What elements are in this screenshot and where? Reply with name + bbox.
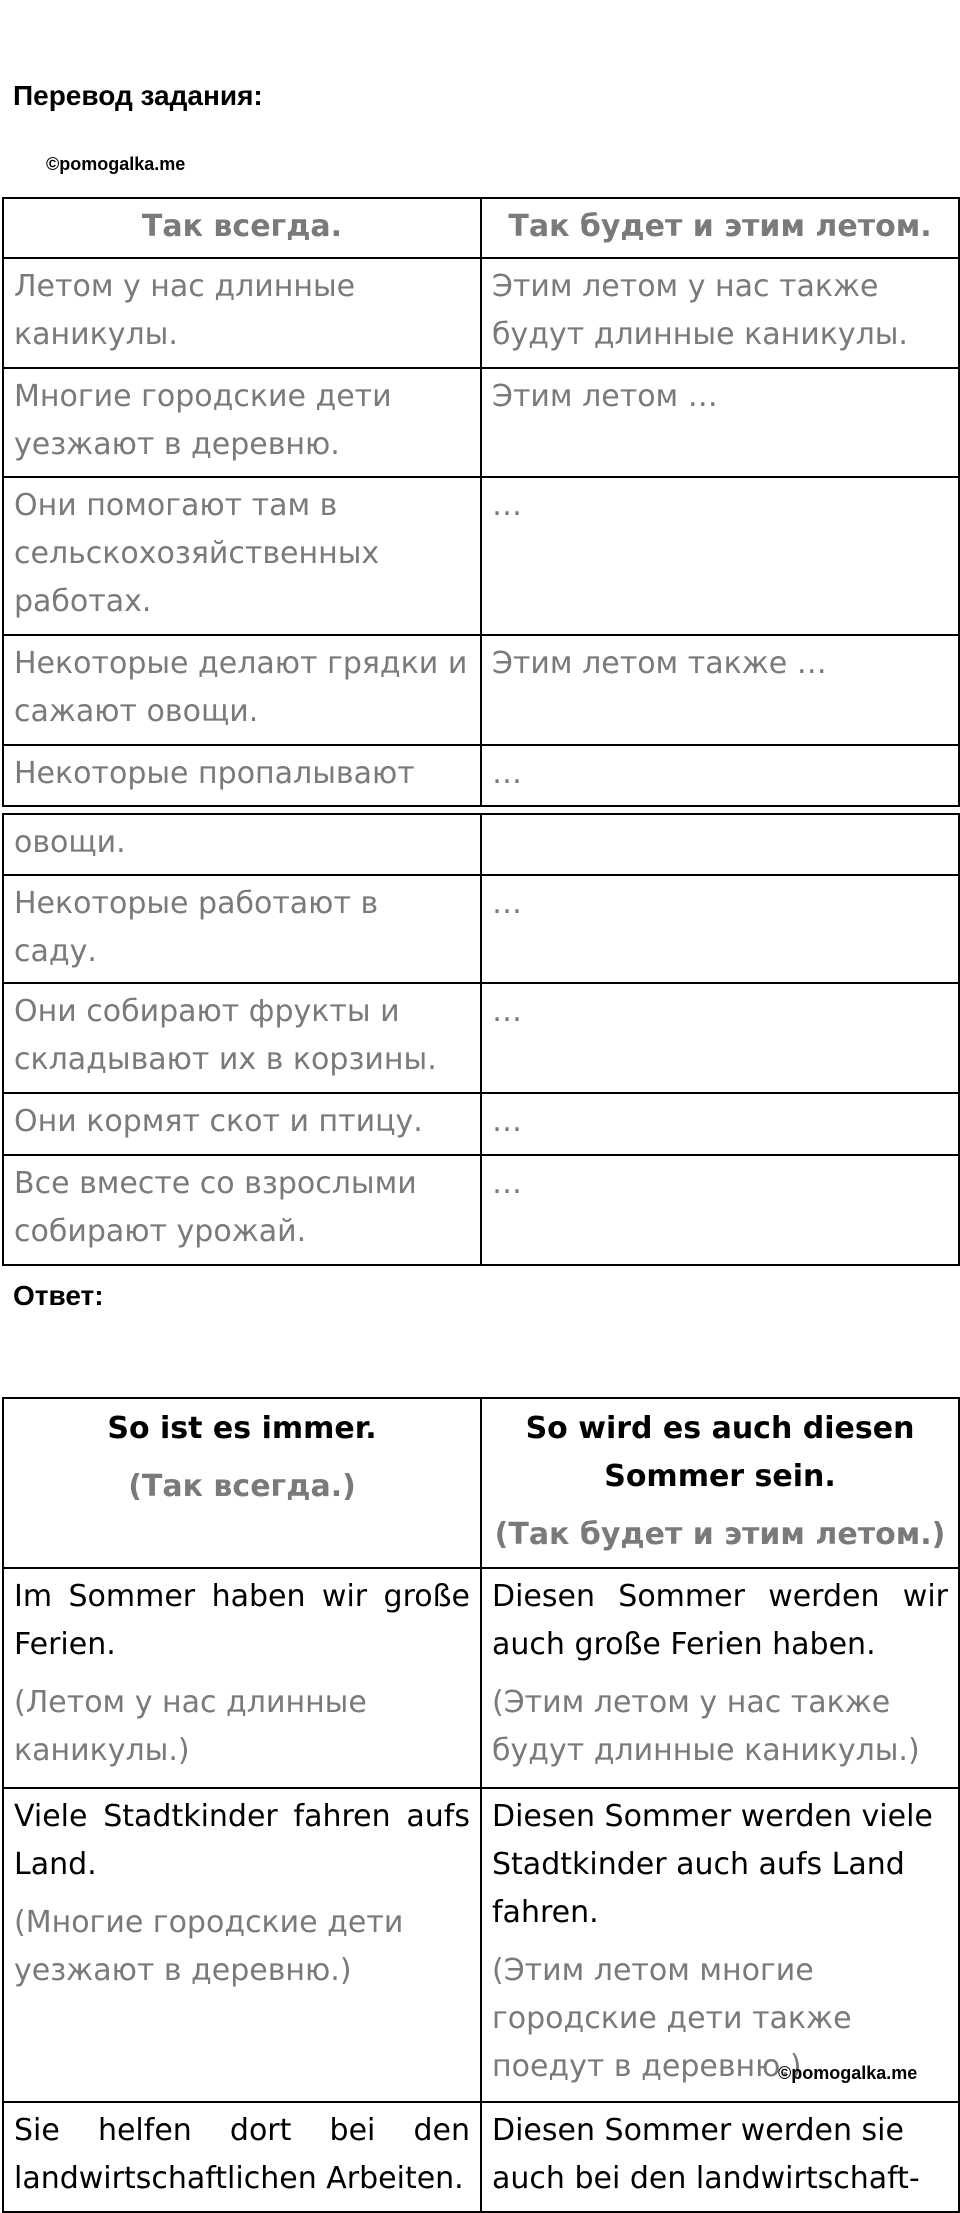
header-right-text: So wird es auch diesen Sommer sein. [525,1411,915,1494]
table-cell: Все вместе со взрослыми собирают урожай. [3,1155,481,1265]
header-left-text: So ist es immer. [107,1411,377,1446]
table-row [3,2102,959,2212]
german-text: Diesen Sommer werden sie auch bei den landwirtschaft- [492,2113,920,2196]
table-row [3,1155,959,1265]
table-cell: Этим летом … [481,368,959,477]
header-right-translation: (Так будет и этим летом.) [494,1517,946,1552]
answer-table [2,1397,960,2213]
table-cell: Этим летом также … [481,635,959,745]
table-cell: Они собирают фрукты и складывают их в корзины. [3,983,481,1093]
translation-table [2,197,960,807]
table-cell: Некоторые делают грядки и сажают овощи. [3,635,481,745]
table-row [3,1788,959,2102]
watermark: ©pomogalka.me [778,2063,918,2083]
table-row [3,258,959,368]
watermark: ©pomogalka.me [46,154,186,174]
table-cell: Они помогают там в сельскохозяйственных работах. [3,477,481,635]
table-cell: Многие городские дети уезжают в деревню. [3,368,481,477]
table-cell [481,814,959,875]
table-cell [481,1568,959,1788]
table-header-row [3,1398,959,1568]
table-cell: овощи. [3,814,481,875]
header-left-translation: (Так всегда.) [128,1469,356,1504]
german-text: Diesen Sommer werden wir auch große Ferien haben. [492,1579,948,1662]
german-text: Sie helfen dort bei den landwirtschaftlichen Arbeiten. [14,2113,470,2196]
table-row [3,814,959,875]
german-text: Viele Stadtkinder fahren aufs Land. [14,1799,470,1882]
table-row [3,875,959,983]
table-cell: Этим летом у нас также будут длинные каникулы. [481,258,959,368]
russian-translation: (Летом у нас длинные каникулы.) [14,1685,367,1768]
table-cell: Некоторые пропалывают [3,745,481,806]
table-cell: Некоторые работают в саду. [3,875,481,983]
russian-translation: (Этим летом у нас также будут длинные каникулы.) [492,1685,920,1768]
table-row [3,368,959,477]
table-row [3,745,959,806]
table-cell: … [481,1093,959,1155]
table-row [3,983,959,1093]
russian-translation: (Этим летом многие городские дети также поедут в деревню.) [492,1953,852,2084]
task-heading: Перевод задания: [13,80,263,111]
column-header [3,1398,481,1568]
table-row [3,1093,959,1155]
table-cell [481,2102,959,2212]
table-cell: Летом у нас длинные каникулы. [3,258,481,368]
column-header: Так будет и этим летом. [481,198,959,258]
german-text: Im Sommer haben wir große Ferien. [14,1579,470,1662]
translation-table-continued [2,813,960,1266]
table-header-row [3,198,959,258]
column-header: Так всегда. [3,198,481,258]
german-text: Diesen Sommer werden viele Stadtkinder auch aufs Land fahren. [492,1799,933,1930]
table-cell: … [481,983,959,1093]
table-cell [3,1788,481,2102]
table-cell: … [481,875,959,983]
table-row [3,635,959,745]
table-cell [481,1788,959,2102]
russian-translation: (Многие городские дети уезжают в деревню.) [14,1905,404,1988]
answer-heading: Ответ: [13,1280,104,1311]
column-header [481,1398,959,1568]
table-row [3,477,959,635]
table-cell: … [481,1155,959,1265]
table-cell [3,1568,481,1788]
table-cell [3,2102,481,2212]
table-row [3,1568,959,1788]
table-cell: … [481,477,959,635]
table-cell: … [481,745,959,806]
table-cell: Они кормят скот и птицу. [3,1093,481,1155]
